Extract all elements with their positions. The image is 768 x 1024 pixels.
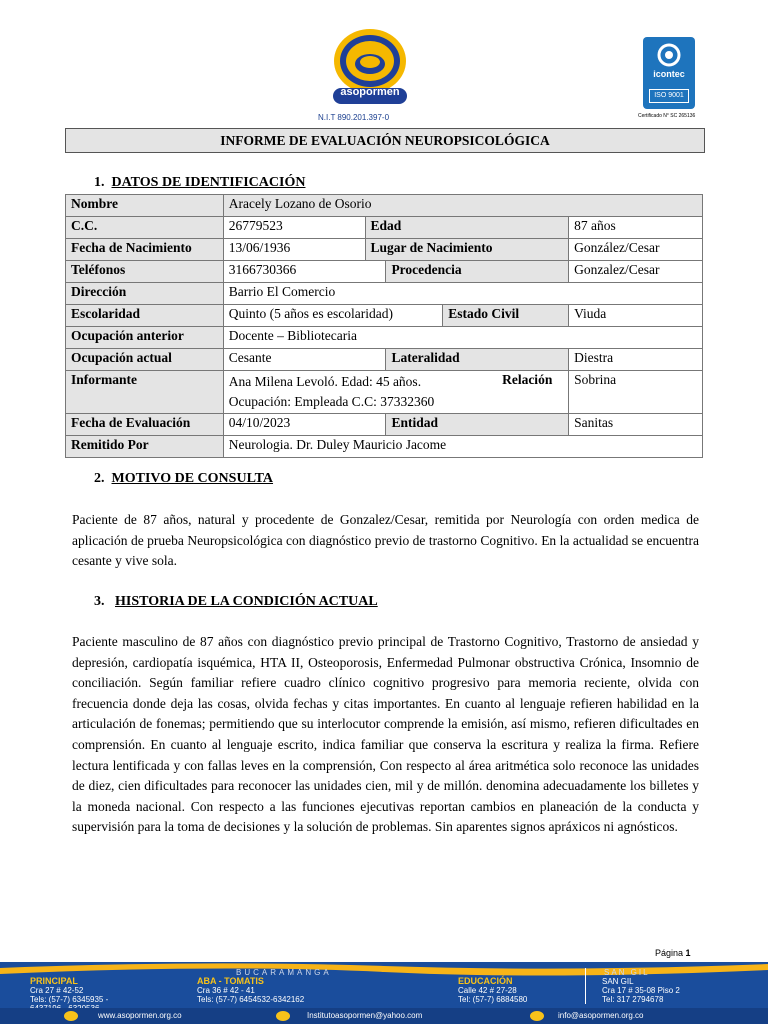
footer-sangil: SAN GIL Cra 17 # 35-08 Piso 2 Tel: 317 2794678 bbox=[602, 977, 680, 1004]
informant-line1: Ana Milena Levoló. Edad: 45 años. bbox=[228, 374, 422, 389]
history-text: Paciente masculino de 87 años con diagnóstico previo principal de Trastorno Cognitivo, Trastorno de ansiedad y depresión, cardiopatía isquémica, HTA II, Osteoporosis, Enfermedad Pulmonar obstructiva Crónica, Insomnio de conciliación. Según familiar refiere cuadro clínico cognitivo progresivo para memoria reciente, olvida con frecuencia donde deja las cosas, olvida fechas y citas importantes. En cuanto al lenguaje refieren habilidad en la articulación de fonemas; permitiendo que su interlocutor comprende la emisión, así mismo, refieren dificultades en comprensión. En cuanto al lenguaje escrito, indica familiar que conserva la escritura y realiza la firma. Refiere lectura lentificada y con fallas leves en la comprensión, Con respecto al área aritmética solo reconoce las unidades de diez, cien dificultades para reconocer las unidades cien, mil y de millón. denomina adecuadamente los billetes y la moneda nacional. Con respecto a las funciones ejecutivas reportan cambios en planeación de la conducta y supervisión para la toma de decisiones y la solución de problemas. Sin aparentes signos apráxicos ni agnósticos. bbox=[72, 634, 699, 835]
section2-heading: 2. MOTIVO DE CONSULTA bbox=[94, 471, 274, 486]
certificate-number: Certificado N° SC 265136 bbox=[638, 113, 696, 119]
relation-label: Relación bbox=[502, 372, 553, 387]
icontec-label: icontec bbox=[653, 69, 685, 79]
consultation-reason-text: Paciente de 87 años, natural y procedente de Gonzalez/Cesar, remitida por Neurología con orden medica de aplicación de prueba Neuropsicológica con diagnóstico previo de trastorno Cognitivo. En la actualidad se encuentra cesante y vive sola. bbox=[72, 512, 699, 569]
icontec-certificate bbox=[643, 37, 695, 109]
table-row: Dirección Barrio El Comercio bbox=[66, 283, 703, 305]
logo-text: asopormen bbox=[340, 86, 400, 98]
footer-web[interactable]: www.asopormen.org.co bbox=[98, 1011, 182, 1020]
mail-icon bbox=[276, 1011, 290, 1021]
table-row: Informante Ana Milena Levoló. Edad: 45 años. Ocupación: Empleada C.C: 37332360 Relación Sobrina bbox=[66, 371, 703, 414]
footer-email2[interactable]: info@asopormen.org.co bbox=[558, 1011, 644, 1020]
footer-email1[interactable]: Institutoasopormen@yahoo.com bbox=[307, 1011, 423, 1020]
table-row: Ocupación anterior Docente – Bibliotecaria bbox=[66, 327, 703, 349]
web-icon bbox=[64, 1011, 78, 1021]
table-row: Escolaridad Quinto (5 años es escolaridad) Estado Civil Viuda bbox=[66, 305, 703, 327]
asopormen-logo bbox=[325, 28, 415, 115]
table-row: Fecha de Evaluación 04/10/2023 Entidad Sanitas bbox=[66, 414, 703, 436]
nit-number: N.I.T 890.201.397-0 bbox=[318, 113, 390, 122]
table-row: Teléfonos 3166730366 Procedencia Gonzalez/Cesar bbox=[66, 261, 703, 283]
footer-principal: PRINCIPAL Cra 27 # 42-52 Tels: (57-7) 6345935 - bbox=[30, 976, 109, 1004]
section1-heading: 1. DATOS DE IDENTIFICACIÓN bbox=[94, 175, 306, 190]
city-bucaramanga: BUCARAMANGA bbox=[236, 968, 332, 977]
page-number: Página 1 bbox=[655, 948, 691, 958]
table-row: Ocupación actual Cesante Lateralidad Diestra bbox=[66, 349, 703, 371]
footer-educacion: EDUCACIÓN Calle 42 # 27-28 Tel: (57-7) 6884580 bbox=[458, 976, 528, 1004]
report-title: INFORME DE EVALUACIÓN NEUROPSICOLÓGICA bbox=[65, 128, 705, 153]
table-row: Fecha de Nacimiento 13/06/1936 Lugar de Nacimiento González/Cesar bbox=[66, 239, 703, 261]
mail-icon bbox=[530, 1011, 544, 1021]
footer-aba: ABA - TOMATIS Cra 36 # 42 - 41 Tels: (57-7) 6454532-6342162 bbox=[197, 976, 305, 1004]
iso-label: ISO 9001 bbox=[649, 89, 689, 103]
city-sangil: SAN GIL bbox=[604, 968, 650, 977]
section3-heading: 3. HISTORIA DE LA CONDICIÓN ACTUAL bbox=[94, 594, 378, 609]
footer-divider bbox=[585, 968, 586, 1004]
table-row: Nombre Aracely Lozano de Osorio bbox=[66, 195, 703, 217]
informant-line2: Ocupación: Empleada C.C: 37332360 bbox=[228, 394, 435, 409]
table-row: Remitido Por Neurologia. Dr. Duley Mauricio Jacome bbox=[66, 436, 703, 458]
table-row: C.C. 26779523 Edad 87 años bbox=[66, 217, 703, 239]
identification-table bbox=[65, 194, 703, 458]
